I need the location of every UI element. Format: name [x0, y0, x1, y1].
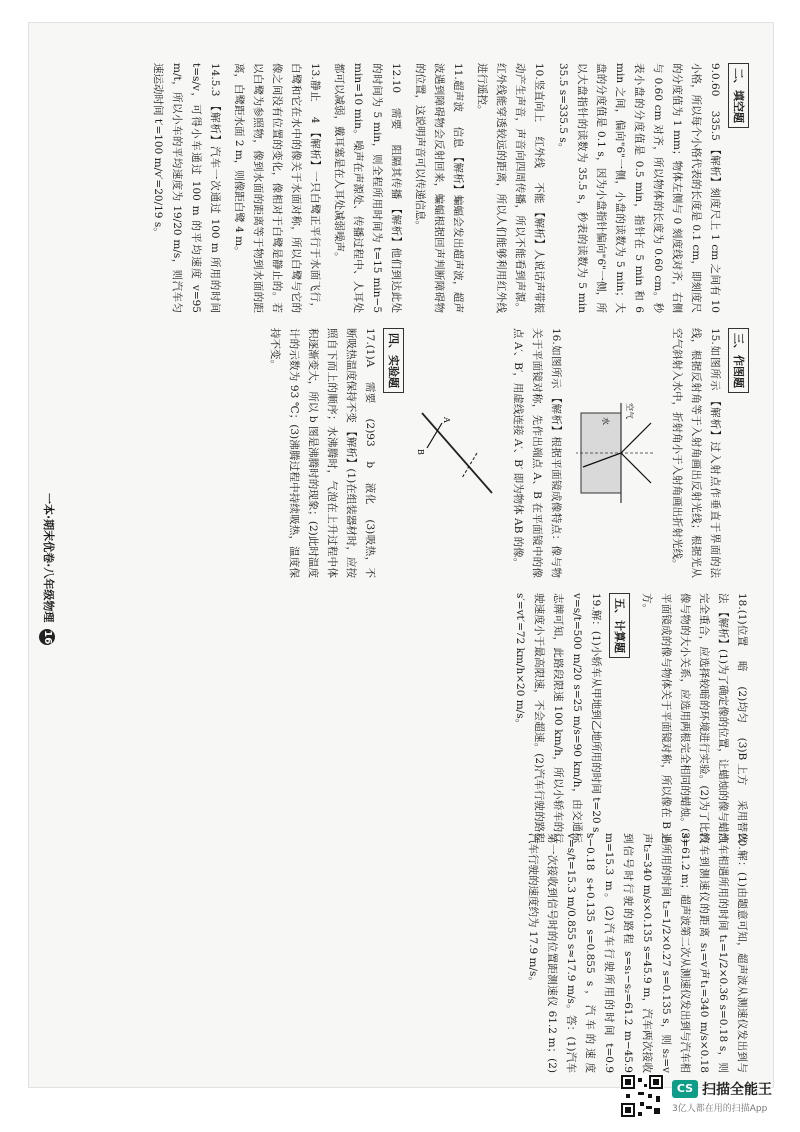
rotated-content [29, 23, 773, 1087]
plane-mirror [422, 413, 492, 493]
refraction-diagram [571, 393, 661, 513]
qr-code-icon [620, 1074, 664, 1118]
answer-q19: 19.解：(1)小轿车从甲地到乙地所用的时间 t=20 s，v=s/t=500 m/20 s=25 m/s=90 km/h，由交通标志牌可知，此路段限速 100 km/h，所以小轿车的行驶速度小于最高限速，不会超速。(2)汽车行驶的路程 s′=vt′=72 km/h×20 m/s。 [514, 593, 602, 843]
scanner-logo [672, 1079, 772, 1099]
section-heading-experiment: 四、实验题 [383, 328, 404, 393]
answer-q13: 13.静止 4 【解析】一只白鹭正平行于水面飞行，白鹭和它在水中的像关于水面对称，所以白鹭与它的像之间没有位置的变化，像相对于白鹭是静止的。若以白鹭为参照物，像到水面的距离等于物到水面的距离，白鹭距水面 2 m，则像距白鹭 4 m。 [233, 63, 321, 313]
answer-q20: 20.解：(1)由题意可知，超声波从测速仪发出到与汽车相遇所用的时间 t₁=1/2×0.36 s=0.18 s，则汽车到测速仪的距离 s₁=v声t₁=340 m/s×0.18 s=61.2 m；超声波第二次从测速仪发出到与汽车相遇所用的时间 t₂=1/2×0.27 s=0.135 s，则 s₂=v声t₂=340 m/s×0.135 s=45.9 m，汽车两次接收到信号时行驶的路程 s=s₁−s₂=61.2 m−45.9 m=15.3 m。(2)汽车行驶所用的时间 t=0.9 s−0.18 s+0.135 s=0.855 s，汽车的速度 v=s/t=15.3 m/0.855 s≈17.9 m/s。答：(1)汽车第一次接收到信号时的位置距测速仪 61.2 m；(2)汽车行驶的速度约为 17.9 m/s。 [527, 833, 748, 1073]
scanned-page [28, 22, 774, 1088]
answer-q9: 9.0.60 335.5 【解析】刻度尺上 1 cm 之间有 10 小格，所以每个小格代表的长度是 0.1 cm，即刻度尺的分度值为 1 mm；物体左侧与 0 刻度线对齐，右侧与 0.60 cm 对齐，所以物体的长度为 0.60 cm。秒表小盘的分度值是 0.5 min，指针在 5 min 和 6 min 之间，偏向"6"一侧，小盘的读数为 5 min；大盘的分度值是 0.1 s，因为小盘指针偏向"6"一侧，所以大盘指针的读数为 35.5 s，秒表的读数为 5 min 35.5 s=335.5 s。 [557, 63, 721, 313]
scanner-watermark [620, 1074, 772, 1118]
section-heading-calc: 五、计算题 [609, 593, 630, 658]
label-b: B [416, 449, 425, 455]
column-1 [51, 63, 751, 313]
label-air: 空气 [625, 403, 634, 419]
label-a: A [442, 417, 451, 423]
page-footer [39, 493, 57, 645]
answer-q12: 12.10 需要 阻隔其传播 【解析】他们到达此处的时间为 5 min，则全程所用时间为 t=15 min−5 min=10 min。噪声在声源处、传播过程中、人耳处都可以减弱，戴耳塞是在人耳处减弱噪声。 [333, 63, 402, 313]
answer-q17: 17.(1)A 需要 (2)93 b 液化 (3)吸热，不断吸热温度保持不变 【解析】(1)在组装器材时，应按照自下而上的顺序；水沸腾时，气泡在上升过程中体积逐渐变大，所以 b 图是沸腾时的现象；(2)此时温度计的示数为 93 ℃；(3)沸腾过程中持续吸热，温度保持不变。 [269, 328, 376, 578]
section-heading-fill: 二、填空题 [728, 63, 749, 128]
section-heading-draw: 三、作图题 [728, 328, 749, 393]
cs-badge: CS [672, 1080, 698, 1098]
reflected-ray [621, 453, 651, 483]
page-number: 16 [39, 629, 55, 645]
answer-q16: 16.如图所示 【解析】根据平面镜成像特点：像与物关于平面镜对称，先作出端点 A、B 在平面镜中的像点 A′、B′，用虚线连接 A′、B′ 即为物体 AB 的像。 [512, 328, 562, 578]
column-4 [51, 833, 751, 1073]
mirror-diagram [412, 393, 502, 513]
answer-q10: 10.竖直向上 红外线 不能 【解析】人说话声带振动产生声音，声音向四周传播，所以不能看到声源。红外线能穿透较远的距离，所以人们能够利用红外线进行遥控。 [476, 63, 545, 313]
column-3 [51, 593, 751, 843]
answer-q15: 15.如图所示 【解析】过入射点作垂直于界面的法线，根据反射角等于入射角画出反射光线；根据光从空气斜射入水中，折射角小于入射角画出折射光线。 [671, 328, 721, 578]
answer-q11: 11.超声波 信息 【解析】蝙蝠会发出超声波，超声波遇到障碍物会反射回来，蝙蝠根据回声判断障碍物的位置，这说明声音可以传递信息。 [414, 63, 464, 313]
scanner-title: 扫描全能王 [702, 1081, 772, 1098]
footer-text: 一本·期末优卷·八年级物理 [42, 493, 55, 623]
column-2 [51, 328, 751, 578]
scanner-subtitle: 3亿人都在用的扫描App [672, 1103, 768, 1114]
incident-ray [621, 423, 651, 453]
answer-q14: 14.5.3 【解析】汽车一次通过 100 m 所用的时间 t=s/v，可得小车通过 100 m 的平均速度 v=95 m/t，所以小车的平均速度为 19/20 m/s，则汽车匀速运动时间 t′=100 m/v′=20/19 s。 [152, 63, 221, 313]
label-water: 水 [601, 417, 610, 425]
answer-q18: 18.(1)位置 暗 (2)均匀 (3)B 上方 采用替代法 【解析】(1)为了确定像的位置，让蜡烛的像与蜡烛完全重合，应选择较暗的环境进行实验。(2)为了比较像与物的大小关系，应选用两根完全相同的蜡烛。(3)平面镜成的像与物体关于平面镜对称，所以像在 B 上方。 [641, 593, 748, 843]
